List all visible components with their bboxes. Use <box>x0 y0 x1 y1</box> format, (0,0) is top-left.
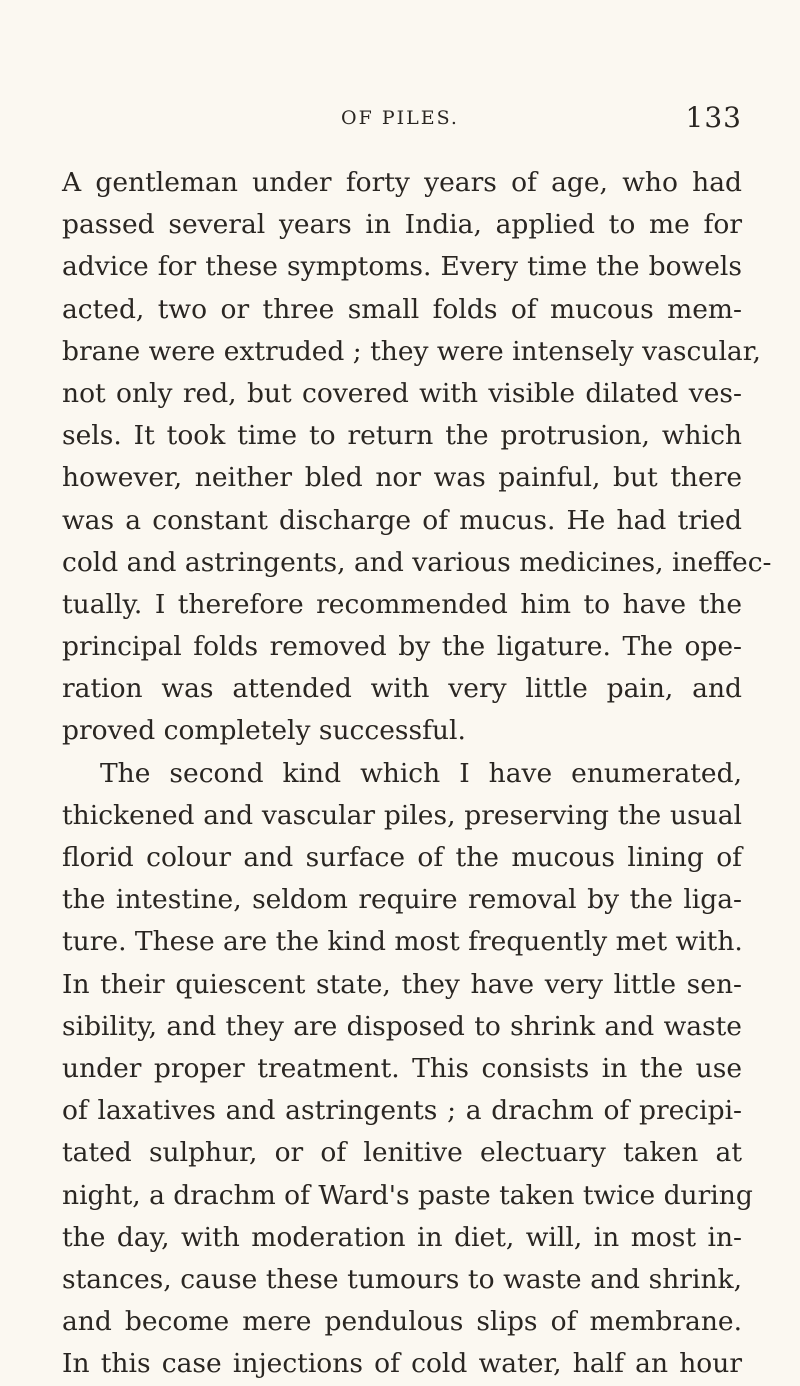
text-line: The second kind which I have enumerated, <box>100 757 742 789</box>
text-line: A gentleman under forty years of age, who had <box>62 167 742 198</box>
text-line: florid colour and surface of the mucous lining of <box>62 842 742 873</box>
text-line: brane were extruded ; they were intensely vascular, <box>62 335 761 367</box>
text-line: passed several years in India, applied to me for <box>62 209 742 241</box>
body-text <box>62 162 772 1385</box>
text-line: ture. These are the kind most frequently met with. <box>62 926 743 958</box>
text-line: cold and astringents, and various medicines, ineffec- <box>62 546 772 578</box>
running-head <box>62 101 742 141</box>
running-title: OF PILES. <box>341 107 459 129</box>
text-line: of laxatives and astringents ; a drachm of precipi- <box>62 1095 742 1127</box>
text-line: the intestine, seldom require removal by the liga- <box>62 884 742 916</box>
text-line: advice for these symptoms. Every time the bowels <box>62 251 742 283</box>
text-line: stances, cause these tumours to waste and shrink, <box>62 1263 742 1295</box>
page-number: 133 <box>685 101 742 134</box>
text-line: thickened and vascular piles, preserving the usual <box>62 799 742 831</box>
text-line: proved completely successful. <box>62 715 466 747</box>
text-line: In this case injections of cold water, half an hour <box>62 1348 742 1380</box>
text-line: was a constant discharge of mucus. He had tried <box>62 504 742 536</box>
text-line: under proper treatment. This consists in the use <box>62 1052 742 1084</box>
text-line: sels. It took time to return the protrusion, which <box>62 420 742 452</box>
text-line: and become mere pendulous slips of membrane. <box>62 1306 742 1338</box>
text-line: tated sulphur, or of lenitive electuary taken at <box>62 1137 742 1169</box>
text-line: sibility, and they are disposed to shrink and waste <box>62 1010 742 1042</box>
text-line: tually. I therefore recommended him to have the <box>62 588 742 620</box>
text-line: principal folds removed by the ligature. The ope- <box>62 631 742 663</box>
text-line: not only red, but covered with visible dilated ves- <box>62 377 742 409</box>
text-line: ration was attended with very little pain, and <box>62 673 742 705</box>
text-line: night, a drachm of Ward's paste taken twice during <box>62 1179 753 1211</box>
text-line: In their quiescent state, they have very little sen- <box>62 968 742 1000</box>
text-line: the day, with moderation in diet, will, in most in- <box>62 1221 742 1253</box>
text-line: however, neither bled nor was painful, but there <box>62 462 742 494</box>
text-line: acted, two or three small folds of mucous mem- <box>62 293 742 325</box>
